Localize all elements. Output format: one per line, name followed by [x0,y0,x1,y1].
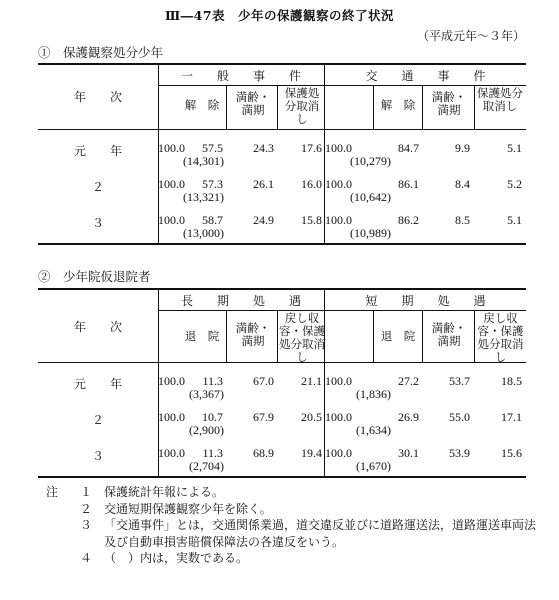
row-year: ３ [91,449,104,463]
count-cell: (10,279) [350,154,391,168]
table-title: Ⅲ―47表 少年の保護観察の終了状況 [164,8,395,23]
count-cell: (13,321) [183,190,224,204]
count-cell: (10,989) [350,226,391,240]
value-cell: 27.2 [398,374,419,388]
col-header: 満齢・満期 [235,321,271,348]
total-cell: 100.0 [158,141,185,155]
value-cell: 58.7 [202,213,223,227]
count-cell: (1,836) [356,387,391,401]
col-header: 戻し収容・保護処分取消し [279,311,325,364]
total-cell: 100.0 [158,213,185,227]
col-header: 満齢・満期 [431,90,467,117]
value-cell: 20.5 [301,410,322,424]
note-text: 交通短期保護観察少年を除く。 [104,501,272,516]
count-cell: (13,000) [183,226,224,240]
value-cell: 86.2 [398,213,419,227]
count-cell: (14,301) [183,154,224,168]
value-cell: 24.3 [253,141,274,155]
total-cell: 100.0 [325,446,352,460]
col-header: 保護処分取消し [284,86,320,126]
total-cell: 100.0 [158,410,185,424]
value-cell: 17.6 [301,141,322,155]
count-cell: (3,367) [189,387,224,401]
group-long-term: 長 期 処 遇 [180,294,301,308]
value-cell: 57.3 [202,177,223,191]
total-cell: 100.0 [325,177,352,191]
col-header: 保護処分取消し [477,86,523,113]
note-text: 「交通事件」とは，交通関係業過，道交違反並びに道路運送法，道路運送車両法及び自動車損害賠償保障法の各違反をいう。 [104,518,537,549]
row-header: 年 次 [73,320,122,334]
col-header: 解 除 [380,98,416,112]
total-cell: 100.0 [325,213,352,227]
value-cell: 57.5 [202,141,223,155]
note-item [46,550,536,567]
value-cell: 11.3 [202,446,223,460]
value-cell: 8.4 [455,177,470,191]
row-header: 年 次 [73,90,122,104]
col-header: 退 院 [184,329,220,343]
value-cell: 30.1 [398,446,419,460]
table-training-school [38,288,526,478]
value-cell: 68.9 [253,446,274,460]
total-cell: 100.0 [158,446,185,460]
note-number: ２ [80,501,93,516]
col-header: 戻し収容・保護処分取消し [477,311,524,364]
value-cell: 15.6 [501,446,522,460]
count-cell: (2,704) [189,459,224,473]
note-number: １ [80,485,93,499]
count-cell: (1,670) [356,459,391,473]
value-cell: 9.9 [455,141,470,155]
value-cell: 10.7 [202,410,223,424]
row-year: ２ [91,180,104,194]
value-cell: 26.1 [253,177,274,191]
total-cell: 100.0 [158,177,185,191]
col-header: 退 院 [380,329,416,343]
value-cell: 5.2 [507,177,522,191]
note-text: （ ）内は，実数である。 [104,551,249,565]
value-cell: 16.0 [301,177,322,191]
count-cell: (2,900) [189,423,224,437]
notes-label: 注 [46,485,59,499]
row-year: ３ [91,216,104,230]
col-header: 解 除 [184,98,220,112]
total-cell: 100.0 [325,410,352,424]
value-cell: 21.1 [301,374,322,388]
table-probation [38,63,526,245]
count-cell: (1,634) [356,423,391,437]
row-year: 元 年 [73,144,122,158]
col-header: 満齢・満期 [235,90,271,117]
value-cell: 18.5 [501,374,522,388]
note-number: ４ [80,551,93,565]
row-year: 元 年 [73,377,122,391]
col-header: 満齢・満期 [431,321,467,348]
value-cell: 24.9 [253,213,274,227]
value-cell: 67.0 [253,374,274,388]
note-number: ３ [80,518,93,532]
period-label: （平成元年～３年） [416,29,525,43]
value-cell: 53.7 [449,374,470,388]
note-item [46,484,536,501]
note-item [46,501,536,518]
note-text: 保護統計年報による。 [104,485,225,499]
total-cell: 100.0 [158,374,185,388]
value-cell: 19.4 [301,446,322,460]
group-short-term: 短 期 処 遇 [365,294,486,308]
group-general: 一 般 事 件 [180,69,301,83]
value-cell: 5.1 [507,213,522,227]
value-cell: 26.9 [398,410,419,424]
value-cell: 67.9 [253,410,274,424]
value-cell: 55.0 [449,410,470,424]
value-cell: 17.1 [501,410,522,424]
value-cell: 86.1 [398,177,419,191]
section1-heading: ① 保護観察処分少年 [38,45,164,60]
section2-heading: ② 少年院仮退院者 [38,269,151,284]
value-cell: 5.1 [507,141,522,155]
total-cell: 100.0 [325,374,352,388]
group-traffic: 交 通 事 件 [365,69,486,83]
row-year: ２ [91,413,104,427]
value-cell: 8.5 [455,213,470,227]
value-cell: 11.3 [202,374,223,388]
value-cell: 84.7 [398,141,419,155]
total-cell: 100.0 [325,141,352,155]
value-cell: 15.8 [301,213,322,227]
count-cell: (10,642) [350,190,391,204]
value-cell: 53.9 [449,446,470,460]
note-item [46,517,536,550]
notes [46,484,536,567]
